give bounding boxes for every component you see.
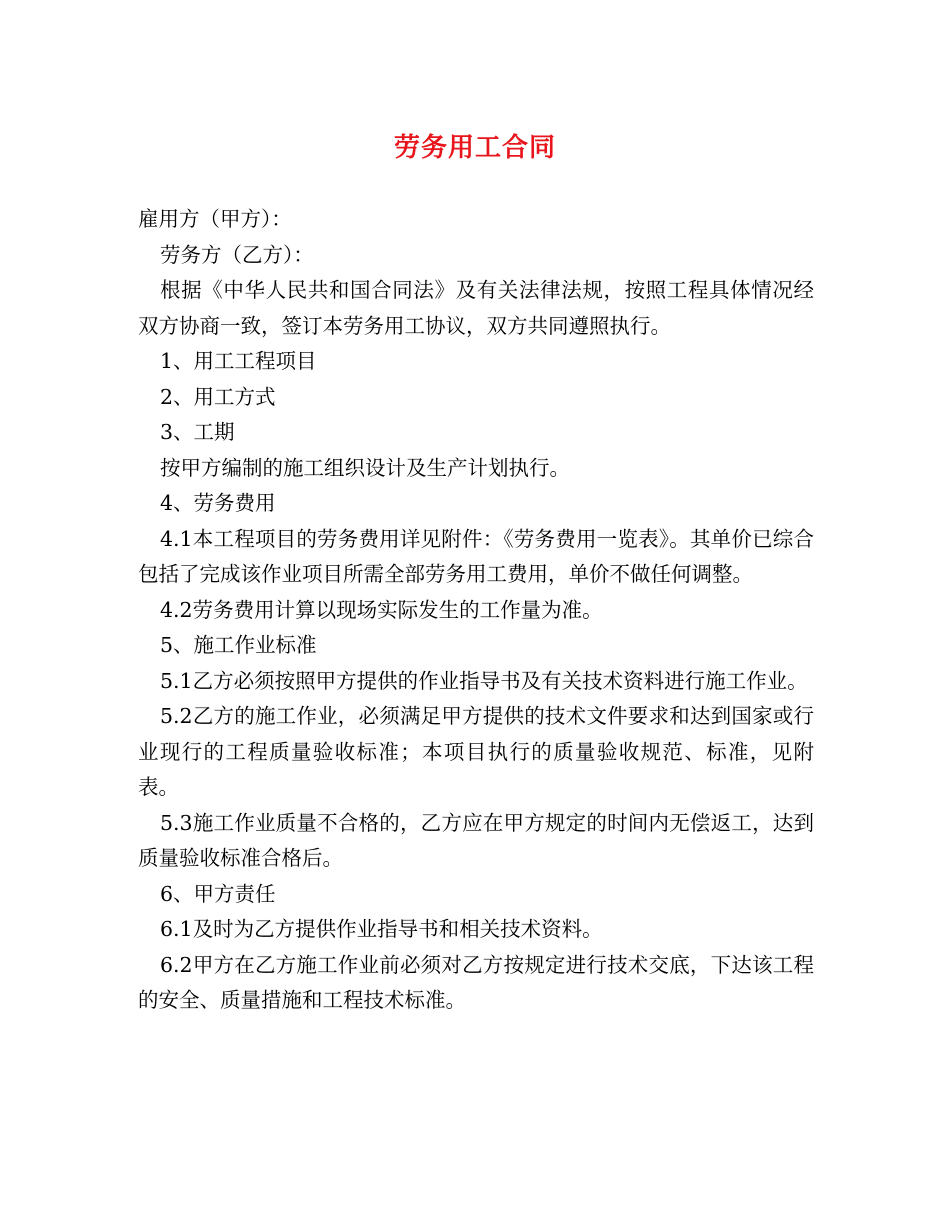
- section-heading-2: 2、用工方式: [160, 384, 276, 409]
- paragraph-laborer: 劳务方（乙方）：: [160, 242, 314, 267]
- clause-6-2: 6.2甲方在乙方施工作业前必须对乙方按规定进行技术交底，下达该工程的安全、质量措施和工程技术标准。: [138, 952, 814, 1012]
- section-heading-3: 3、工期: [160, 420, 235, 444]
- document-body: [138, 202, 814, 1019]
- section-heading-5: 5、施工作业标准: [160, 633, 317, 657]
- clause-5-2: 5.2乙方的施工作业，必须满足甲方提供的技术文件要求和达到国家或行业现行的工程质量验收标准；本项目执行的质量验收规范、标准，见附表。: [138, 704, 814, 799]
- clause-4-2: 4.2劳务费用计算以现场实际发生的工作量为准。: [160, 597, 603, 622]
- paragraph-employer: 雇用方（甲方）：: [138, 207, 292, 231]
- paragraph-schedule: 按甲方编制的施工组织设计及生产计划执行。: [160, 455, 570, 480]
- section-heading-6: 6、甲方责任: [160, 881, 276, 906]
- document-title: 劳务用工合同: [393, 133, 556, 163]
- clause-6-1: 6.1及时为乙方提供作业指导书和相关技术资料。: [160, 917, 603, 941]
- paragraph-preamble: 根据《中华人民共和国合同法》及有关法律法规，按照工程具体情况经双方协商一致，签订本劳务用工协议，双方共同遵照执行。: [138, 278, 814, 338]
- section-heading-1: 1、用工工程项目: [160, 349, 317, 373]
- clause-5-3: 5.3施工作业质量不合格的，乙方应在甲方规定的时间内无偿返工，达到质量验收标准合格后。: [138, 810, 814, 870]
- section-heading-4: 4、劳务费用: [160, 491, 276, 515]
- clause-5-1: 5.1乙方必须按照甲方提供的作业指导书及有关技术资料进行施工作业。: [160, 668, 808, 693]
- clause-4-1: 4.1本工程项目的劳务费用详见附件：《劳务费用一览表》。其单价已综合包括了完成该作业项目所需全部劳务用工费用，单价不做任何调整。: [138, 526, 814, 586]
